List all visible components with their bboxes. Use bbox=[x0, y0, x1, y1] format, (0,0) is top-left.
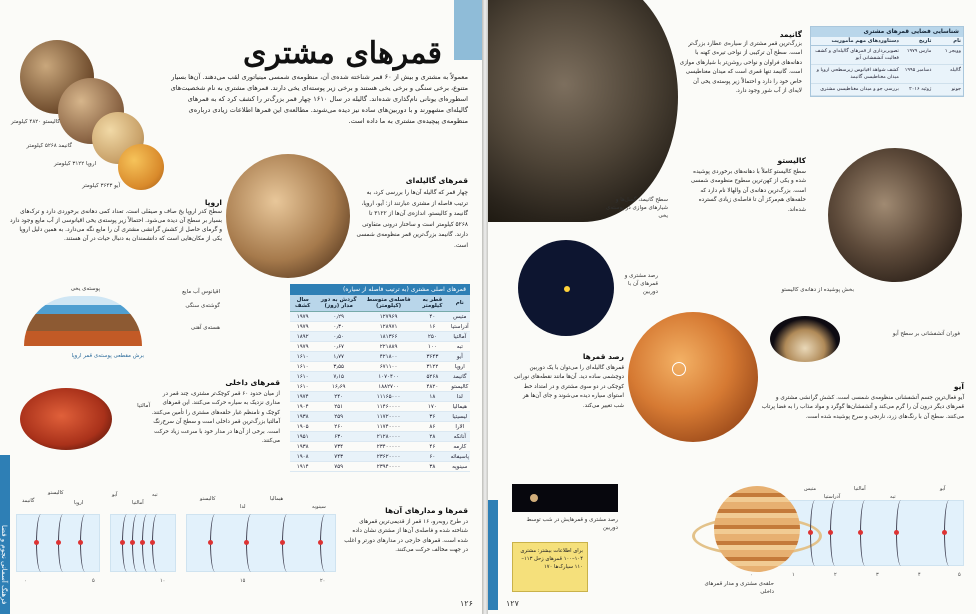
table-cell: ۲۶۰ bbox=[315, 422, 362, 432]
io-caption: آیو ۳۶۴۳ کیلومتر bbox=[82, 183, 120, 189]
axis-tick: ۰ bbox=[24, 578, 27, 584]
table-row bbox=[290, 442, 470, 452]
cross-label-ice: پوسته‌ی یخی bbox=[70, 286, 100, 292]
table-cell: آیو bbox=[450, 352, 470, 362]
right-side-strip bbox=[488, 500, 498, 610]
amalthea-label: آمالتیا bbox=[137, 403, 150, 409]
table-cell: ژوئیه ۲۰۱۶ bbox=[909, 86, 932, 92]
table-cell: ۳۱۲۲ bbox=[415, 362, 449, 372]
table-cell: ۲۵۱ bbox=[315, 402, 362, 412]
page-number-left: ۱۲۶ bbox=[460, 599, 473, 608]
table-cell: ۲۳۶۲۰۰۰۰ bbox=[362, 452, 415, 462]
missions-table-header: دستاوردهای مهم مأموریت bbox=[831, 38, 899, 44]
table-cell: آنانکه bbox=[450, 432, 470, 442]
table-row bbox=[290, 462, 470, 472]
table-row bbox=[290, 362, 470, 372]
axis-tick: ۳ bbox=[876, 572, 879, 578]
callisto-caption: کالیستو ۴۸۲۰ کیلومتر bbox=[11, 119, 60, 125]
table-cell: مارس ۱۹۷۹ bbox=[906, 48, 932, 54]
table-cell: ۱۹۰۸ bbox=[290, 452, 315, 462]
table-cell: جونو bbox=[951, 86, 961, 92]
table-cell: ۴۸۲۰ bbox=[415, 382, 449, 392]
table-row bbox=[290, 342, 470, 352]
table-cell: ۳۶۴۳ bbox=[415, 352, 449, 362]
table-cell: ۱۸۹۲ bbox=[290, 332, 315, 342]
table-cell: ۰٫۳۰ bbox=[315, 322, 362, 332]
ganymede-heading: گانیمد bbox=[779, 30, 802, 39]
ganymede-text: بزرگ‌ترین قمر مشتری از سیاره‌ی عطارد بزرگ‌تر است. سطح آن ترکیبی از نواحی تیره‌ی کهنه با دهانه‌های فراوان و نواحی روشن‌تر با شیارهای موازی است. گانیمد تنها قمری است که میدان مغناطیسی خاص خود را دارد و احتمالاً زیر پوسته‌ی یخی آن لایه‌ای از آب شور وجود دارد. bbox=[679, 41, 802, 95]
table-cell: اروپا bbox=[450, 362, 470, 372]
table-cell: ۱۲۸۹۷۱ bbox=[362, 322, 415, 332]
moon-dot bbox=[56, 540, 61, 545]
moon-dot bbox=[808, 530, 813, 535]
table-cell: ۱۱۱۶۵۰۰۰ bbox=[362, 392, 415, 402]
table-cell: ۱۹۰۴ bbox=[290, 402, 315, 412]
galilean-heading: قمرهای گالیله‌ای bbox=[405, 176, 468, 185]
table-row bbox=[290, 372, 470, 382]
table-cell: متیس bbox=[450, 312, 470, 322]
table-cell: ۷۴۳ bbox=[315, 452, 362, 462]
right-page bbox=[488, 0, 976, 614]
table-cell: ۰٫۲۹ bbox=[315, 312, 362, 322]
table-cell: ۱۲۷۹۶۹ bbox=[362, 312, 415, 322]
europa-cross-section bbox=[24, 296, 142, 346]
orbits-heading: قمرها و مدارهای آن‌ها bbox=[385, 506, 468, 515]
table-cell: ۲۴۰ bbox=[315, 392, 362, 402]
table-row bbox=[290, 392, 470, 402]
moons-table-header: فاصله‌ی متوسط (کیلومتر) bbox=[362, 295, 415, 312]
orbit-label: سینوپه bbox=[312, 504, 326, 510]
callisto-large-image bbox=[828, 148, 962, 282]
table-cell: ۱۸ bbox=[415, 392, 449, 402]
jupiter-caption: حلقه‌ی مشتری و مدار قمرهای داخلی bbox=[704, 581, 774, 595]
axis-tick: ۱ bbox=[792, 572, 795, 578]
axis-tick: ۱۵ bbox=[240, 578, 246, 584]
orbit-label: آیو bbox=[940, 486, 946, 492]
table-cell: ۵۲۶۸ bbox=[415, 372, 449, 382]
table-row bbox=[290, 452, 470, 462]
eruption-caption: فوران آتشفشانی بر سطح آیو bbox=[892, 331, 960, 337]
orbit-label: متیس bbox=[804, 486, 817, 492]
moon-dot bbox=[78, 540, 83, 545]
moons-table-header: نام bbox=[450, 295, 470, 312]
orbits-text: در طرح روبه‌رو، ۱۶ قمر از قدیمی‌ترین قمرهای شناخته شده و فاصله‌ی آن‌ها از مشتری نشان داده شده است. قمرهای خارجی در مدارهای دورتر و اغلب در جهت مخالف حرکت می‌کنند. bbox=[344, 519, 468, 554]
ganymede-large-image bbox=[488, 0, 678, 222]
table-cell: ۱۹۷۹ bbox=[290, 322, 315, 332]
table-row bbox=[290, 432, 470, 442]
axis-tick: ۴ bbox=[918, 572, 921, 578]
callisto-caption: بخش پوشیده از دهانه‌ی کالیستو bbox=[781, 287, 854, 293]
table-cell: ۱۹۳۸ bbox=[290, 442, 315, 452]
galilean-text: چهار قمر که گالیله آن‌ها را بررسی کرد، به ترتیب فاصله از مشتری عبارتند از: آیو، اروپا، گانیمد و کالیستو. اندازه‌ی آن‌ها از ۳۱۲۲ تا ۵۲۶۸ کیلومتر است و ساختار درونی متفاوتی دارند. گانیمد بزرگ‌ترین قمر منظومه‌ی شمسی است. bbox=[356, 190, 468, 249]
table-cell: ۳۸ bbox=[415, 462, 449, 472]
jupiter-photo-icon bbox=[530, 494, 538, 502]
night-photo-image bbox=[512, 484, 618, 512]
table-cell: ۰٫۶۷ bbox=[315, 342, 362, 352]
table-cell: ۰٫۵۰ bbox=[315, 332, 362, 342]
callisto-text: سطح کالیستو کاملاً با دهانه‌های برخوردی پوشیده شده و یکی از کهن‌ترین سطوح منظومه‌ی شمسی است. بزرگ‌ترین دهانه‌ی آن والهالا نام دارد که حلقه‌های هم‌مرکز آن تا فاصله‌ی زیادی گسترده شده‌اند. bbox=[690, 169, 806, 213]
moons-table bbox=[290, 284, 470, 472]
moon-dot bbox=[208, 540, 213, 545]
table-cell: ۲۳۴۰۰۰۰۰ bbox=[362, 442, 415, 452]
left-page bbox=[0, 0, 482, 614]
table-cell: ۷۵۹ bbox=[315, 462, 362, 472]
left-side-strip bbox=[0, 455, 10, 614]
inner-moons-heading: قمرهای داخلی bbox=[225, 378, 280, 387]
europa-caption: اروپا ۳۱۲۲ کیلومتر bbox=[54, 161, 96, 167]
table-cell: ۱۱۷۲۰۰۰۰ bbox=[362, 412, 415, 422]
moon-dot bbox=[140, 540, 145, 545]
axis-tick: ۵ bbox=[958, 572, 961, 578]
eruption-inset-image bbox=[770, 316, 840, 362]
orbit-label: تبه bbox=[152, 492, 158, 498]
table-cell: ۴۲۱۸۰۰ bbox=[362, 352, 415, 362]
table-cell: گانیمد bbox=[450, 372, 470, 382]
orbit-label: اروپا bbox=[74, 500, 84, 506]
orbit-label: هیمالیا bbox=[270, 496, 284, 502]
table-cell: ۴۶ bbox=[415, 442, 449, 452]
moons-table-header: سال کشف bbox=[290, 295, 315, 312]
moon-dot bbox=[244, 540, 249, 545]
table-cell: تصویربرداری از قمرهای گالیله‌ای و کشف فعالیت آتشفشانی آیو bbox=[815, 48, 899, 61]
moon-dot bbox=[858, 530, 863, 535]
jupiter-dot-icon bbox=[564, 286, 570, 292]
table-row bbox=[290, 332, 470, 342]
moon-dot bbox=[120, 540, 125, 545]
table-cell: ۲۵۰ bbox=[415, 332, 449, 342]
table-cell: ۲۵۹ bbox=[315, 412, 362, 422]
callisto-heading: کالیستو bbox=[777, 156, 806, 165]
table-cell: آمالتیا bbox=[450, 332, 470, 342]
table-cell: ۲۸ bbox=[415, 432, 449, 442]
table-cell: ۸۶ bbox=[415, 422, 449, 432]
missions-table bbox=[810, 26, 964, 97]
cross-reference-box: برای اطلاعات بیشتر: مشتری ۱۰۴–۱۰۰ قمرهای زحل ۱۱۳–۱۱۰ سیارک‌ها ۱۷۰ bbox=[512, 542, 588, 592]
table-cell: ۱۰۰ bbox=[415, 342, 449, 352]
ganymede-caption: گانیمد ۵۲۶۸ کیلومتر bbox=[26, 143, 72, 149]
table-cell: ۲۲۱۸۸۹ bbox=[362, 342, 415, 352]
table-cell: وویجر ۱ bbox=[944, 48, 961, 54]
observing-heading: رصد قمرها bbox=[582, 352, 624, 361]
table-row bbox=[290, 412, 470, 422]
table-cell: الارا bbox=[450, 422, 470, 432]
table-cell: ۷٫۱۵ bbox=[315, 372, 362, 382]
table-cell: ۷۳۴ bbox=[315, 442, 362, 452]
table-row bbox=[290, 402, 470, 412]
europa-large-image bbox=[226, 154, 350, 278]
table-cell: گالیله bbox=[949, 67, 961, 73]
table-row bbox=[290, 382, 470, 392]
orbit-label: تبه bbox=[890, 494, 896, 500]
table-cell: ۱۸۱۳۶۶ bbox=[362, 332, 415, 342]
table-cell: پاسیفائه bbox=[450, 453, 469, 460]
table-cell: کشف شواهد اقیانوس زیرسطحی اروپا و میدان مغناطیسی گانیمد bbox=[816, 67, 899, 80]
table-cell: کالیستو bbox=[451, 383, 469, 390]
cross-label-core: هسته‌ی آهنی bbox=[190, 325, 220, 331]
europa-heading: اروپا bbox=[204, 198, 222, 207]
missions-table-title: شناسایی فضایی قمرهای مشتری bbox=[811, 27, 963, 37]
moon-dot bbox=[150, 540, 155, 545]
table-cell: هیمالیا bbox=[450, 402, 470, 412]
table-cell: بررسی جو و میدان مغناطیسی مشتری bbox=[820, 86, 899, 92]
orbit-label: آیو bbox=[112, 492, 118, 498]
cross-section-caption: برش مقطعی پوسته‌ی قمر اروپا bbox=[71, 353, 144, 359]
axis-tick: ۲۰ bbox=[320, 578, 326, 584]
missions-table-header: تاریخ bbox=[918, 38, 932, 44]
side-strip-label: فرهنگ آسمانی نجوم و فضا bbox=[0, 525, 8, 605]
table-cell: ۱۱۷۴۰۰۰۰ bbox=[362, 422, 415, 432]
moons-table-header: گردش به دور مدار (روز) bbox=[315, 295, 362, 312]
moons-table-grid bbox=[290, 295, 470, 472]
intro-paragraph: معمولاً به مشتری و بیش از ۶۰ قمر شناخته شده‌ی آن، منظومه‌ی شمسی مینیاتوری لقب می‌دهند. آن‌ها بسیار متنوع، برخی سنگی و برخی یخی هستند و برخی زیر پوسته‌ای یخی دارند. قمرهای مشتری به نام شخصیت‌های اسطوره‌ای یونانی نام‌گذاری شده‌اند. گالیله در سال ۱۶۱۰ چهار قمر بزرگ‌تر را کشف کرد که به قمرهای گالیله‌ای مشهورند و با دوربین‌های ساده نیز دیده می‌شوند. مطالعه‌ی این قمرها اطلاعات زیادی درباره‌ی منظومه‌ی پیچیده‌ی مشتری به ما داده است. bbox=[170, 73, 468, 125]
orbit-label: گانیمد bbox=[22, 498, 35, 504]
moons-table-header: قطر به کیلومتر bbox=[415, 295, 449, 312]
moon-dot bbox=[280, 540, 285, 545]
ganymede-image-caption: سطح گانیمد، گسل‌ها و شیارهای موازی در پوسته‌ی یخی bbox=[605, 197, 668, 219]
night-photo-caption: رصد مشتری و قمرهایش در شب توسط دوربین bbox=[526, 517, 618, 531]
table-cell: ۱۶۱۰ bbox=[290, 372, 315, 382]
orbit-label: لدا bbox=[240, 504, 246, 510]
io-large-image bbox=[628, 312, 758, 442]
page-title: قمرهای مشتری bbox=[242, 36, 442, 71]
moons-table-title: قمرهای اصلی مشتری (به ترتیب فاصله از سیاره) bbox=[290, 284, 470, 295]
table-cell: ۶۳۰ bbox=[315, 432, 362, 442]
table-cell: ۴۰ bbox=[415, 312, 449, 322]
table-row bbox=[290, 352, 470, 362]
table-cell: ۱۶۱۰ bbox=[290, 352, 315, 362]
table-row bbox=[290, 322, 470, 332]
table-cell: ۱۹۰۵ bbox=[290, 422, 315, 432]
table-cell: تبه bbox=[450, 342, 470, 352]
orbit-label: کالیستو bbox=[200, 496, 216, 502]
table-row bbox=[290, 422, 470, 432]
table-cell: ۶۰ bbox=[415, 452, 449, 462]
io-heading: آیو bbox=[953, 382, 964, 391]
moon-dot bbox=[894, 530, 899, 535]
table-cell: کارمه bbox=[450, 442, 470, 452]
table-cell: لدا bbox=[450, 392, 470, 402]
table-cell: ۱۹۷۴ bbox=[290, 392, 315, 402]
missions-table-header: نام bbox=[953, 38, 961, 44]
axis-tick: ۲ bbox=[834, 572, 837, 578]
table-row bbox=[290, 312, 470, 322]
page-number-right: ۱۲۷ bbox=[506, 599, 519, 608]
jupiter-image bbox=[714, 486, 800, 572]
table-cell: ۱۶ bbox=[415, 322, 449, 332]
table-row bbox=[811, 46, 963, 65]
table-cell: ۱۶٫۶۹ bbox=[315, 382, 362, 392]
moon-dot bbox=[828, 530, 833, 535]
moon-dot bbox=[130, 540, 135, 545]
axis-tick: ۵ bbox=[92, 578, 95, 584]
table-cell: ۱۱۴۶۰۰۰۰ bbox=[362, 402, 415, 412]
cross-label-mantle: گوشته‌ی سنگی bbox=[185, 303, 220, 309]
table-cell: آدراستیا bbox=[450, 323, 469, 330]
table-cell: ۶۷۱۱۰۰ bbox=[362, 362, 415, 372]
moon-dot bbox=[318, 540, 323, 545]
axis-tick: ۰ bbox=[750, 572, 753, 578]
table-cell: ۲۳۹۴۰۰۰۰ bbox=[362, 462, 415, 472]
table-cell: دسامبر ۱۹۹۵ bbox=[904, 67, 932, 73]
table-cell: ۱۹۳۸ bbox=[290, 412, 315, 422]
amalthea-image bbox=[20, 388, 112, 450]
table-cell: لیسیتیا bbox=[450, 412, 470, 422]
section-tab bbox=[454, 0, 482, 60]
inner-moons-text: از میان حدود ۶۰ قمر کوچک‌تر مشتری، چند قمر در مداری نزدیک به سیاره حرکت می‌کنند. این قمرهای کوچک و نامنظم غبار حلقه‌های مشتری را تأمین می‌کنند. آمالتیا بزرگ‌ترین قمر داخلی است و سطح آن سرخ‌رنگ است. برخی از آن‌ها در مدار خود با سرعت زیاد حرکت می‌کنند. bbox=[151, 391, 280, 445]
orbit-label: آدراستیا bbox=[824, 494, 841, 500]
table-row bbox=[811, 65, 963, 84]
table-cell: ۱٫۷۷ bbox=[315, 352, 362, 362]
telescope-view-caption: رصد مشتری و قمرهای آن با دوربین bbox=[624, 273, 658, 295]
moon-dot bbox=[34, 540, 39, 545]
table-cell: ۱۹۷۹ bbox=[290, 312, 315, 322]
table-cell: ۱۸۸۲۷۰۰ bbox=[362, 382, 415, 392]
io-image bbox=[118, 144, 164, 190]
moon-dot bbox=[942, 530, 947, 535]
table-cell: ۱۷۰ bbox=[415, 402, 449, 412]
table-cell: ۱۹۵۱ bbox=[290, 432, 315, 442]
table-cell: ۳٫۵۵ bbox=[315, 362, 362, 372]
table-cell: ۱۹۱۴ bbox=[290, 462, 315, 472]
table-cell: ۲۱۲۸۰۰۰۰ bbox=[362, 432, 415, 442]
table-cell: ۱۶۱۰ bbox=[290, 362, 315, 372]
table-cell: ۱۹۷۹ bbox=[290, 342, 315, 352]
europa-text: سطح کدر اروپا یخ صاف و صیقلی است. تعداد کمی دهانه‌ی برخوردی دارد و ترک‌های بسیار بر سطح آن دیده می‌شود. احتمالاً زیر پوسته‌ی یخی اقیانوسی از آب مایع وجود دارد و گرمای حاصل از کشش گرانشی مشتری آن را مایع نگه می‌دارد. به همین دلیل اروپا یکی از مکان‌هایی است که دانشمندان به دنبال حیات در آن هستند. bbox=[9, 209, 222, 242]
table-cell: ۱۰۷۰۴۰۰ bbox=[362, 372, 415, 382]
table-cell: سینوپه bbox=[450, 462, 470, 472]
axis-tick: ۱۰ bbox=[160, 578, 166, 584]
eruption-marker bbox=[672, 362, 686, 376]
observing-text: قمرهای گالیله‌ای را می‌توان با یک دوربین دوچشمی ساده دید. آن‌ها مانند نقطه‌های نورانی کوچکی در دو سوی مشتری و در امتداد خط استوای سیاره دیده می‌شوند و جای آن‌ها هر شب تغییر می‌کند. bbox=[514, 365, 624, 409]
orbit-label: آمالتیا bbox=[854, 486, 866, 492]
table-cell: ۱۶۱۰ bbox=[290, 382, 315, 392]
cross-label-ocean: اقیانوس آب مایع bbox=[182, 289, 220, 295]
orbit-label: کالیستو bbox=[48, 490, 64, 496]
io-text: آیو فعال‌ترین جسم آتشفشانی منظومه‌ی شمسی است. کشش گرانشی مشتری و قمرهای دیگر درون آن را گرم می‌کند و آتشفشان‌ها گوگرد و مواد مذاب را به فضا پرتاب می‌کنند. سطح آن با رنگ‌های زرد، نارنجی و سرخ پوشیده شده است. bbox=[761, 395, 964, 420]
table-row bbox=[811, 84, 963, 96]
table-cell: ۳۶ bbox=[415, 412, 449, 422]
orbit-label: آمالتیا bbox=[132, 500, 144, 506]
